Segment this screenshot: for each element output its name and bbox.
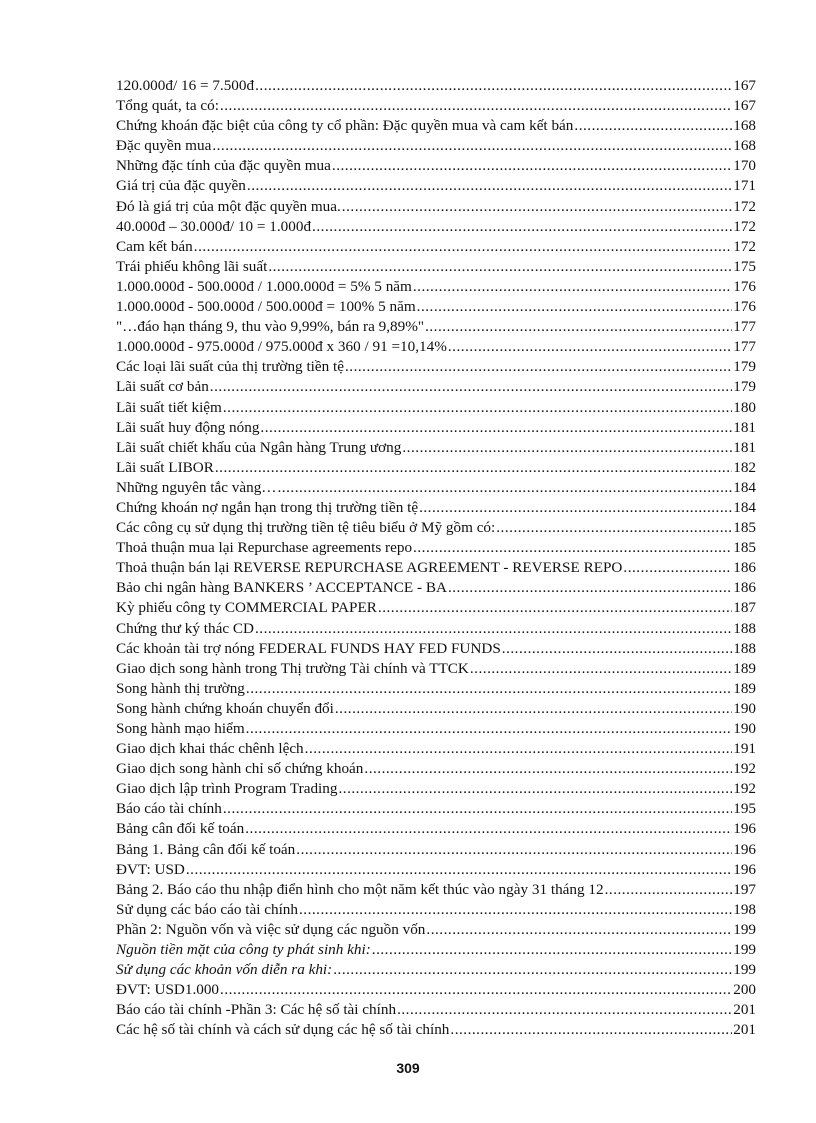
toc-entry-title: Lãi suất tiết kiệm xyxy=(116,398,222,416)
toc-entry xyxy=(116,156,756,176)
toc-entry-title: Lãi suất chiết khấu của Ngân hàng Trung ương xyxy=(116,438,402,456)
dot-leader xyxy=(255,619,732,639)
toc-entry-page: 200 xyxy=(733,981,756,999)
toc-entry-page: 184 xyxy=(733,498,756,516)
toc-entry-title: Cam kết bán xyxy=(116,237,193,255)
dot-leader xyxy=(448,337,732,357)
toc-entry xyxy=(116,980,756,1000)
toc-entry-page: 171 xyxy=(733,177,756,195)
toc-entry-title: Sử dụng các khoản vốn diễn ra khi: xyxy=(116,961,333,979)
toc-entry-title: Bảng 1. Bảng cân đối kế toán xyxy=(116,840,296,858)
toc-entry xyxy=(116,1020,756,1040)
toc-entry xyxy=(116,297,756,317)
toc-entry-page: 185 xyxy=(733,539,756,557)
toc-entry xyxy=(116,458,756,478)
toc-entry xyxy=(116,357,756,377)
dot-leader xyxy=(338,779,732,799)
toc-entry xyxy=(116,317,756,337)
dot-leader xyxy=(212,136,732,156)
dot-leader xyxy=(470,659,732,679)
toc-entry-title: 120.000đ/ 16 = 7.500đ xyxy=(116,77,255,94)
toc-entry-title: ĐVT: USD xyxy=(116,860,185,878)
toc-entry-title: Đặc quyền mua xyxy=(116,137,212,155)
table-of-contents xyxy=(116,76,756,1041)
dot-leader xyxy=(245,819,732,839)
toc-entry-title: 1.000.000đ - 500.000đ / 1.000.000đ = 5% 5 năm xyxy=(116,277,412,295)
toc-entry xyxy=(116,960,756,980)
dot-leader xyxy=(496,518,732,538)
toc-entry-page: 181 xyxy=(733,418,756,436)
toc-entry xyxy=(116,136,756,156)
toc-entry-title: Chứng khoán nợ ngắn hạn trong thị trường tiền tệ xyxy=(116,498,419,516)
dot-leader xyxy=(417,297,733,317)
toc-entry xyxy=(116,639,756,659)
toc-entry-title: Bảng cân đối kế toán xyxy=(116,820,245,838)
toc-entry-page: 176 xyxy=(733,298,756,316)
toc-entry-page: 184 xyxy=(733,478,756,496)
dot-leader xyxy=(246,679,732,699)
toc-entry-page: 175 xyxy=(733,257,756,275)
toc-entry-page: 191 xyxy=(733,740,756,758)
toc-entry-page: 186 xyxy=(733,579,756,597)
toc-entry-title: Thoả thuận bán lại REVERSE REPURCHASE AGREEMENT - REVERSE REPO xyxy=(116,559,623,577)
toc-entry xyxy=(116,719,756,739)
toc-entry xyxy=(116,819,756,839)
dot-leader xyxy=(186,860,732,880)
dot-leader xyxy=(364,759,732,779)
toc-entry-page: 199 xyxy=(733,941,756,959)
toc-entry xyxy=(116,237,756,257)
toc-entry-title: Báo cáo tài chính xyxy=(116,800,222,818)
toc-entry-page: 192 xyxy=(733,760,756,778)
dot-leader xyxy=(502,639,732,659)
dot-leader xyxy=(210,377,732,397)
toc-entry xyxy=(116,418,756,438)
toc-entry xyxy=(116,96,756,116)
toc-entry xyxy=(116,940,756,960)
toc-entry xyxy=(116,1000,756,1020)
toc-entry-page: 189 xyxy=(733,659,756,677)
toc-entry-page: 188 xyxy=(733,619,756,637)
toc-entry xyxy=(116,679,756,699)
toc-entry-page: 172 xyxy=(733,237,756,255)
toc-entry xyxy=(116,699,756,719)
toc-entry xyxy=(116,840,756,860)
toc-entry-title: Giao dịch song hành trong Thị trường Tài chính và TTCK xyxy=(116,659,469,677)
toc-entry-title: Các công cụ sử dụng thị trường tiền tệ tiêu biểu ở Mỹ gồm có: xyxy=(116,519,496,537)
toc-entry-page: 177 xyxy=(733,318,756,336)
toc-entry-title: Những đặc tính của đặc quyền mua xyxy=(116,157,331,175)
toc-entry-page: 199 xyxy=(733,920,756,938)
toc-entry-title: Giá trị của đặc quyền xyxy=(116,177,246,195)
toc-entry-page: 172 xyxy=(733,197,756,215)
toc-entry-title: Bảng 2. Báo cáo thu nhập điển hình cho một năm kết thúc vào ngày 31 tháng 12 xyxy=(116,880,604,898)
toc-entry xyxy=(116,619,756,639)
toc-entry-page: 167 xyxy=(733,97,756,115)
dot-leader xyxy=(372,940,732,960)
toc-entry-page: 181 xyxy=(733,438,756,456)
toc-entry-page: 190 xyxy=(733,720,756,737)
toc-entry-page: 192 xyxy=(733,780,756,798)
dot-leader xyxy=(413,277,732,297)
toc-entry xyxy=(116,900,756,920)
toc-entry-title: Giao dịch khai thác chênh lệch xyxy=(116,740,304,758)
dot-leader xyxy=(345,357,732,377)
toc-entry-title: Song hành thị trường xyxy=(116,679,245,697)
dot-leader xyxy=(223,799,732,819)
toc-entry-page: 179 xyxy=(733,358,756,376)
toc-entry xyxy=(116,538,756,558)
toc-entry-title: Chứng thư ký thác CD xyxy=(116,619,254,637)
toc-entry-title: "…đáo hạn tháng 9, thu vào 9,99%, bán ra 9,89%" xyxy=(116,318,425,336)
toc-entry-title: Giao dịch lập trình Program Trading xyxy=(116,780,338,798)
dot-leader xyxy=(378,598,732,618)
toc-entry-page: 186 xyxy=(733,559,756,577)
toc-entry xyxy=(116,518,756,538)
dot-leader xyxy=(268,257,732,277)
toc-entry xyxy=(116,337,756,357)
toc-entry-title: Nguồn tiền mặt của công ty phát sinh khi: xyxy=(116,941,371,959)
dot-leader xyxy=(215,458,732,478)
toc-entry xyxy=(116,76,756,96)
dot-leader xyxy=(305,739,733,759)
toc-entry xyxy=(116,257,756,277)
page-number: 309 xyxy=(396,1060,420,1076)
toc-entry xyxy=(116,197,756,217)
toc-entry xyxy=(116,799,756,819)
toc-entry-page: 179 xyxy=(733,378,756,396)
toc-entry-title: Song hành chứng khoán chuyển đổi xyxy=(116,699,334,717)
toc-entry-page: 185 xyxy=(733,519,756,537)
toc-entry-title: Các hệ số tài chính và cách sử dụng các hệ số tài chính xyxy=(116,1021,450,1039)
toc-entry-page: 199 xyxy=(733,961,756,979)
toc-entry-page: 182 xyxy=(733,458,756,476)
dot-leader xyxy=(299,900,732,920)
dot-leader xyxy=(246,719,733,739)
toc-entry xyxy=(116,558,756,578)
toc-entry-title: Bảo chi ngân hàng BANKERS ’ ACCEPTANCE - BA xyxy=(116,579,447,597)
toc-entry-page: 196 xyxy=(733,860,756,878)
toc-entry-title: Đó là giá trị của một đặc quyền mua. xyxy=(116,197,341,215)
toc-entry xyxy=(116,176,756,196)
toc-entry xyxy=(116,920,756,940)
dot-leader xyxy=(247,176,732,196)
dot-leader xyxy=(425,317,732,337)
toc-entry xyxy=(116,659,756,679)
toc-entry-page: 201 xyxy=(733,1021,756,1039)
toc-entry-page: 196 xyxy=(733,840,756,858)
dot-leader xyxy=(623,558,732,578)
toc-entry-page: 180 xyxy=(733,398,756,416)
toc-entry xyxy=(116,377,756,397)
toc-entry-title: Chứng khoán đặc biệt của công ty cổ phần: Đặc quyền mua và cam kết bán xyxy=(116,117,574,135)
toc-entry-title: Trái phiếu không lãi suất xyxy=(116,257,268,275)
dot-leader xyxy=(342,197,732,217)
toc-entry xyxy=(116,438,756,458)
toc-entry-page: 190 xyxy=(733,699,756,717)
toc-entry-title: Giao dịch song hành chỉ số chứng khoán xyxy=(116,760,364,778)
toc-entry-page: 168 xyxy=(733,137,756,155)
toc-entry-page: 176 xyxy=(733,277,756,295)
toc-entry-page: 196 xyxy=(733,820,756,838)
dot-leader xyxy=(220,96,732,116)
toc-entry-title: Lãi suất LIBOR xyxy=(116,458,214,476)
dot-leader xyxy=(574,116,732,136)
toc-entry xyxy=(116,498,756,518)
dot-leader xyxy=(335,699,732,719)
toc-entry-page: 197 xyxy=(733,880,756,898)
toc-entry xyxy=(116,860,756,880)
dot-leader xyxy=(296,840,732,860)
toc-entry-title: Phần 2: Nguồn vốn và việc sử dụng các nguồn vốn xyxy=(116,920,426,938)
dot-leader xyxy=(312,217,732,237)
toc-entry-page: 187 xyxy=(733,599,756,617)
toc-entry xyxy=(116,739,756,759)
toc-entry-page: 168 xyxy=(733,117,756,135)
toc-entry xyxy=(116,398,756,418)
dot-leader xyxy=(426,920,732,940)
toc-entry-title: Báo cáo tài chính -Phần 3: Các hệ số tài chính xyxy=(116,1001,397,1019)
toc-entry xyxy=(116,116,756,136)
toc-entry-title: Thoả thuận mua lại Repurchase agreements repo xyxy=(116,539,413,557)
toc-entry-page: 195 xyxy=(733,800,756,818)
toc-entry-page: 170 xyxy=(733,157,756,175)
toc-entry-title: Lãi suất huy động nóng xyxy=(116,418,260,436)
toc-entry-title: Song hành mạo hiểm xyxy=(116,720,245,737)
toc-entry-page: 188 xyxy=(733,639,756,657)
dot-leader xyxy=(413,538,732,558)
toc-entry-title: Sử dụng các báo cáo tài chính xyxy=(116,900,298,918)
toc-entry-title: Lãi suất cơ bản xyxy=(116,378,209,396)
dot-leader xyxy=(220,980,732,1000)
toc-entry-page: 198 xyxy=(733,900,756,918)
toc-entry-page: 177 xyxy=(733,338,756,356)
toc-entry-title: Kỳ phiếu công ty COMMERCIAL PAPER xyxy=(116,599,377,617)
toc-entry-title: Tổng quát, ta có: xyxy=(116,97,219,115)
toc-entry xyxy=(116,277,756,297)
toc-entry-title: ĐVT: USD1.000 xyxy=(116,981,220,999)
toc-entry-title: 40.000đ – 30.000đ/ 10 = 1.000đ xyxy=(116,217,312,235)
toc-entry-title: 1.000.000đ - 975.000đ / 975.000đ x 360 / 91 =10,14% xyxy=(116,338,447,356)
dot-leader xyxy=(332,156,732,176)
toc-entry xyxy=(116,779,756,799)
toc-entry xyxy=(116,880,756,900)
dot-leader xyxy=(448,578,732,598)
toc-entry xyxy=(116,478,756,498)
dot-leader xyxy=(278,478,733,498)
toc-entry xyxy=(116,578,756,598)
toc-entry-page: 201 xyxy=(733,1001,756,1019)
dot-leader xyxy=(450,1020,732,1040)
toc-entry xyxy=(116,759,756,779)
toc-entry xyxy=(116,217,756,237)
dot-leader xyxy=(397,1000,732,1020)
dot-leader xyxy=(402,438,732,458)
dot-leader xyxy=(223,398,732,418)
toc-entry xyxy=(116,598,756,618)
toc-entry-title: 1.000.000đ - 500.000đ / 500.000đ = 100% 5 năm xyxy=(116,298,416,316)
toc-entry-title: Các loại lãi suất của thị trường tiền tệ xyxy=(116,358,344,376)
toc-entry-page: 189 xyxy=(733,679,756,697)
toc-entry-title: Những nguyên tắc vàng… xyxy=(116,478,277,496)
dot-leader xyxy=(333,960,732,980)
dot-leader xyxy=(194,237,732,257)
dot-leader xyxy=(255,76,732,96)
toc-entry-page: 172 xyxy=(733,217,756,235)
toc-entry-page: 167 xyxy=(733,77,756,94)
dot-leader xyxy=(260,418,732,438)
dot-leader xyxy=(605,880,733,900)
dot-leader xyxy=(419,498,732,518)
toc-entry-title: Các khoản tài trợ nóng FEDERAL FUNDS HAY FED FUNDS xyxy=(116,639,501,657)
